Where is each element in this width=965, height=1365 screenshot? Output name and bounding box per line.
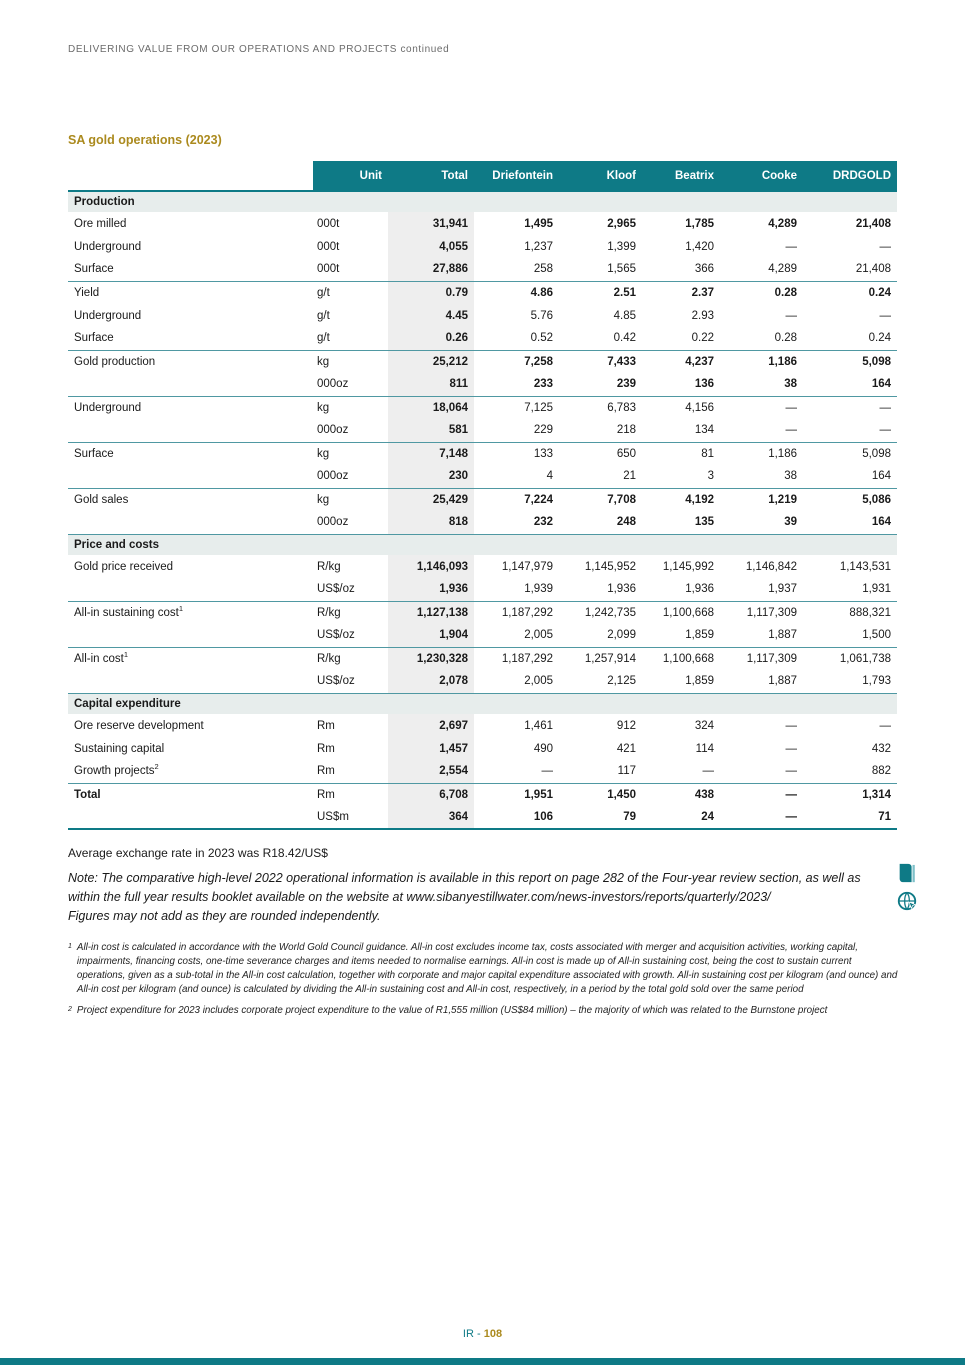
sa-gold-operations-table <box>68 161 897 830</box>
table-row <box>68 258 897 281</box>
table-row <box>68 442 897 465</box>
value-cell: 1,145,952 <box>584 560 636 573</box>
value-cell: — <box>879 424 891 437</box>
footer-prefix: IR - <box>462 1328 484 1340</box>
value-cell: 4,237 <box>642 350 720 373</box>
side-link-icons <box>896 862 918 912</box>
unit-cell: Rm <box>313 783 388 806</box>
row-label: All-in sustaining cost$^1$ <box>68 601 313 624</box>
table-row <box>68 760 897 783</box>
total-value-cell: 1,936 <box>388 578 474 601</box>
globe-web-icon[interactable] <box>896 890 918 912</box>
value-cell: 1,219 <box>720 488 803 511</box>
table-row <box>68 714 897 737</box>
value-cell: 0.52 <box>530 332 553 345</box>
value-cell: 1,186 <box>720 350 803 373</box>
table-row <box>68 511 897 534</box>
footnote-1-text: All-in cost is calculated in accordance with the World Gold Council guidance. All-in cost excludes income tax, costs associated with merger and acquisition activities, working capital, impairments, financing costs, one-time severance charges and items needed to normalise earnings. All-in cost is made up of All-in sustaining cost, being the cost to sustain current operations, given as a sub-total in the All-in cost calculation, together with corporate and major capital expenditure associated with growth. All-in sustaining cost per kilogram (and ounce) and All-in cost per kilogram (and ounce) is calculated by dividing the All-in sustaining cost and All-in cost, respectively, in a period by the total gold sold over the same period <box>76 942 898 995</box>
value-cell: 7,258 <box>474 350 559 373</box>
row-label: Gold price received <box>74 560 174 573</box>
value-cell: 114 <box>695 742 714 755</box>
total-value-cell: 0.26 <box>388 327 474 350</box>
value-cell: 1,565 <box>607 263 636 276</box>
value-cell: 1,937 <box>768 583 797 596</box>
unit-cell: US$m <box>317 811 349 823</box>
value-cell: 2,099 <box>607 629 636 642</box>
value-cell: 888,321 <box>803 601 897 624</box>
row-label <box>68 373 313 396</box>
row-label: Ore milled <box>74 217 127 230</box>
footer-page-number: 108 <box>483 1328 503 1340</box>
value-cell: — <box>879 309 891 322</box>
value-cell: 1,145,992 <box>662 560 714 573</box>
value-cell: 0.24 <box>868 332 891 345</box>
table-row <box>68 670 897 693</box>
value-cell: 1,936 <box>607 583 636 596</box>
value-cell: 432 <box>871 742 891 755</box>
value-cell: — <box>879 719 891 732</box>
row-label: All-in cost$^1$ <box>68 647 313 670</box>
table-row <box>68 465 897 488</box>
value-cell: 1,100,668 <box>642 647 720 670</box>
value-cell: 1,931 <box>862 583 891 596</box>
footnote-1-marker: 1 <box>68 943 72 951</box>
table-row <box>68 488 897 511</box>
row-label: Underground <box>74 240 142 253</box>
value-cell: 912 <box>616 719 636 732</box>
section-header-row <box>68 693 897 714</box>
value-cell: 4.85 <box>613 309 636 322</box>
table-row <box>68 350 897 373</box>
column-header-total: Total <box>388 161 474 191</box>
unit-cell: US$/oz <box>317 583 355 596</box>
value-cell: 2.51 <box>559 281 642 304</box>
value-cell: 24 <box>701 811 714 823</box>
comparative-note <box>68 869 884 925</box>
table-row <box>68 212 897 235</box>
section-title: Capital expenditure <box>68 693 897 714</box>
row-label <box>68 465 313 488</box>
row-label <box>68 670 313 693</box>
value-cell: 5.76 <box>530 309 553 322</box>
table-row <box>68 419 897 442</box>
value-cell: 1,314 <box>803 783 897 806</box>
unit-cell: US$/oz <box>317 629 355 642</box>
unit-cell: kg <box>313 396 388 419</box>
unit-cell: g/t <box>313 281 388 304</box>
row-label <box>68 624 313 647</box>
value-cell: 2,965 <box>607 217 636 230</box>
section-title: Price and costs <box>68 534 897 555</box>
value-cell: 1,147,979 <box>501 560 553 573</box>
value-cell: — <box>785 309 797 322</box>
table-row <box>68 327 897 350</box>
total-value-cell: 1,904 <box>388 624 474 647</box>
section-title: Production <box>68 191 897 212</box>
note-text-pre: Note: The comparative high-level 2022 operational information is available in this report on page 282 of the Four-year review section, as well as within the full year results booklet available on the website at <box>68 871 861 904</box>
total-value-cell: 2,554 <box>388 760 474 783</box>
value-cell: 1,061,738 <box>803 647 897 670</box>
row-label <box>68 511 313 534</box>
total-value-cell: 1,127,138 <box>388 601 474 624</box>
footnote-reference: 1 <box>178 603 183 613</box>
value-cell: 490 <box>533 742 553 755</box>
value-cell: 133 <box>474 442 559 465</box>
row-label <box>68 578 313 601</box>
unit-cell: Rm <box>317 765 335 778</box>
value-cell: 39 <box>784 516 797 529</box>
row-label: Total <box>68 783 313 806</box>
row-label: Surface <box>74 263 114 276</box>
value-cell: 21 <box>623 470 636 483</box>
value-cell: — <box>803 396 897 419</box>
value-cell: 6,783 <box>559 396 642 419</box>
value-cell: 1,143,531 <box>839 560 891 573</box>
row-label: Underground <box>74 309 142 322</box>
total-value-cell: 1,230,328 <box>388 647 474 670</box>
value-cell: 21,408 <box>855 263 891 276</box>
value-cell: 7,125 <box>474 396 559 419</box>
column-header-driefontein: Driefontein <box>474 161 559 191</box>
unit-cell: g/t <box>317 309 330 322</box>
table-header-row <box>68 161 897 191</box>
value-cell: 650 <box>559 442 642 465</box>
value-cell: 1,500 <box>862 629 891 642</box>
unit-cell: 000oz <box>317 424 349 437</box>
table-row <box>68 578 897 601</box>
unit-cell: 000oz <box>317 516 349 529</box>
value-cell: 1,186 <box>720 442 803 465</box>
unit-cell: kg <box>313 350 388 373</box>
bottom-accent-bar <box>0 1358 965 1365</box>
value-cell: 5,086 <box>803 488 897 511</box>
footnotes <box>68 941 898 1018</box>
value-cell: 1,936 <box>685 583 714 596</box>
value-cell: — <box>785 765 797 778</box>
value-cell: 3 <box>707 470 714 483</box>
table-row <box>68 601 897 624</box>
value-cell: 38 <box>784 378 797 391</box>
total-value-cell: 364 <box>388 806 474 829</box>
row-label: Yield <box>68 281 313 304</box>
value-cell: 233 <box>533 378 553 391</box>
value-cell: 248 <box>616 516 636 529</box>
value-cell: — <box>720 783 803 806</box>
report-booklet-icon[interactable] <box>896 862 918 884</box>
value-cell: 2,005 <box>524 629 553 642</box>
value-cell: 1,461 <box>524 719 553 732</box>
table-row <box>68 396 897 419</box>
column-header-cooke: Cooke <box>720 161 803 191</box>
value-cell: 1,495 <box>524 217 553 230</box>
value-cell: 0.28 <box>774 332 797 345</box>
value-cell: 2,005 <box>524 675 553 688</box>
row-label: Surface <box>68 442 313 465</box>
value-cell: 1,859 <box>685 675 714 688</box>
value-cell: 1,117,309 <box>720 601 803 624</box>
footnote-2 <box>68 1004 898 1018</box>
value-cell: 1,187,292 <box>474 601 559 624</box>
value-cell: 5,098 <box>803 442 897 465</box>
row-label: Surface <box>74 332 114 345</box>
value-cell: 0.42 <box>613 332 636 345</box>
unit-cell: kg <box>313 442 388 465</box>
footnote-2-marker: 2 <box>68 1005 72 1013</box>
table-row <box>68 783 897 806</box>
total-value-cell: 1,146,093 <box>388 555 474 578</box>
column-header-beatrix: Beatrix <box>642 161 720 191</box>
total-value-cell: 581 <box>388 419 474 442</box>
value-cell: 1,117,309 <box>720 647 803 670</box>
total-value-cell: 230 <box>388 465 474 488</box>
value-cell: 164 <box>871 516 891 529</box>
value-cell: — <box>785 811 797 823</box>
footnote-reference: 1 <box>123 649 129 659</box>
table-row <box>68 373 897 396</box>
value-cell: 4.86 <box>474 281 559 304</box>
value-cell: 2.93 <box>691 309 714 322</box>
total-value-cell: 4.45 <box>388 304 474 327</box>
value-cell: 0.24 <box>803 281 897 304</box>
row-label: Underground <box>68 396 313 419</box>
value-cell: 136 <box>694 378 714 391</box>
value-cell: 4,289 <box>768 217 797 230</box>
value-cell: 1,887 <box>768 675 797 688</box>
value-cell: 81 <box>642 442 720 465</box>
value-cell: 4,192 <box>642 488 720 511</box>
value-cell: — <box>702 765 714 778</box>
value-cell: 164 <box>871 470 891 483</box>
value-cell: 882 <box>871 765 891 778</box>
operations-table-body <box>68 191 897 829</box>
value-cell: 4,289 <box>768 263 797 276</box>
value-cell: — <box>785 424 797 437</box>
value-cell: 21,408 <box>855 217 891 230</box>
total-value-cell: 0.79 <box>388 281 474 304</box>
value-cell: 134 <box>694 424 714 437</box>
unit-cell: R/kg <box>313 601 388 624</box>
value-cell: — <box>879 240 891 253</box>
value-cell: 218 <box>616 424 636 437</box>
website-link[interactable]: www.sibanyestillwater.com/news-investors/reports/quarterly/2023/ <box>406 889 771 904</box>
table-row <box>68 304 897 327</box>
total-value-cell: 25,429 <box>388 488 474 511</box>
value-cell: 1,257,914 <box>559 647 642 670</box>
page-footer <box>0 1328 965 1340</box>
footnote-reference: 2 <box>154 762 159 772</box>
value-cell: 229 <box>533 424 553 437</box>
value-cell: 239 <box>616 378 636 391</box>
row-label: Gold sales <box>68 488 313 511</box>
section-header-row <box>68 534 897 555</box>
value-cell: 0.28 <box>720 281 803 304</box>
value-cell: — <box>785 240 797 253</box>
row-label: Growth projects$^2$ <box>74 762 159 778</box>
value-cell: 38 <box>784 470 797 483</box>
total-value-cell: 2,697 <box>388 714 474 737</box>
total-value-cell: 25,212 <box>388 350 474 373</box>
value-cell: 0.22 <box>691 332 714 345</box>
value-cell: 79 <box>623 811 636 823</box>
total-value-cell: 7,148 <box>388 442 474 465</box>
table-row <box>68 235 897 258</box>
table-row <box>68 647 897 670</box>
table-row <box>68 737 897 760</box>
value-cell: 1,187,292 <box>474 647 559 670</box>
value-cell: — <box>785 742 797 755</box>
unit-cell: R/kg <box>313 647 388 670</box>
value-cell: 2.37 <box>642 281 720 304</box>
note-text-post: Figures may not add as they are rounded independently. <box>68 908 381 923</box>
total-value-cell: 2,078 <box>388 670 474 693</box>
value-cell: 1,146,842 <box>745 560 797 573</box>
value-cell: — <box>720 396 803 419</box>
value-cell: 4,156 <box>642 396 720 419</box>
value-cell: 1,450 <box>559 783 642 806</box>
value-cell: 117 <box>617 765 636 778</box>
value-cell: 106 <box>533 811 553 823</box>
value-cell: 7,224 <box>474 488 559 511</box>
unit-cell: US$/oz <box>317 675 355 688</box>
page-title: SA gold operations (2023) <box>68 133 222 147</box>
value-cell: 258 <box>533 263 553 276</box>
header-label-spacer <box>68 161 313 191</box>
row-label: Ore reserve development <box>74 719 204 732</box>
unit-cell: 000t <box>317 263 340 276</box>
value-cell: 1,793 <box>862 675 891 688</box>
total-value-cell: 1,457 <box>388 737 474 760</box>
section-header-row <box>68 191 897 212</box>
column-header-kloof: Kloof <box>559 161 642 191</box>
table-row <box>68 806 897 829</box>
value-cell: 5,098 <box>803 350 897 373</box>
value-cell: 1,887 <box>768 629 797 642</box>
table-row <box>68 555 897 578</box>
total-value-cell: 811 <box>388 373 474 396</box>
table-row <box>68 281 897 304</box>
total-value-cell: 6,708 <box>388 783 474 806</box>
unit-cell: kg <box>313 488 388 511</box>
value-cell: 421 <box>616 742 636 755</box>
value-cell: 1,951 <box>474 783 559 806</box>
row-label: Gold production <box>68 350 313 373</box>
footnote-1 <box>68 941 898 997</box>
unit-cell: g/t <box>317 332 330 345</box>
unit-cell: 000oz <box>317 378 349 391</box>
total-value-cell: 18,064 <box>388 396 474 419</box>
column-header-drdgold: DRDGOLD <box>803 161 897 191</box>
value-cell: 1,100,668 <box>642 601 720 624</box>
total-value-cell: 4,055 <box>388 235 474 258</box>
unit-cell: Rm <box>317 742 335 755</box>
value-cell: 4 <box>546 470 553 483</box>
value-cell: 1,420 <box>685 240 714 253</box>
value-cell: 1,939 <box>524 583 553 596</box>
value-cell: 2,125 <box>607 675 636 688</box>
exchange-rate-note: Average exchange rate in 2023 was R18.42/US$ <box>68 846 328 860</box>
unit-cell: Rm <box>317 719 335 732</box>
value-cell: 71 <box>878 811 891 823</box>
unit-cell: 000t <box>317 217 340 230</box>
row-label <box>68 806 313 829</box>
value-cell: 324 <box>694 719 714 732</box>
value-cell: 1,242,735 <box>559 601 642 624</box>
running-header: DELIVERING VALUE FROM OUR OPERATIONS AND PROJECTS continued <box>68 44 450 55</box>
value-cell: 1,237 <box>524 240 553 253</box>
total-value-cell: 27,886 <box>388 258 474 281</box>
value-cell: 366 <box>694 263 714 276</box>
value-cell: 164 <box>871 378 891 391</box>
footnote-2-text: Project expenditure for 2023 includes corporate project expenditure to the value of R1,555 million (US$84 million) – the majority of which was related to the Burnstone project <box>76 1004 828 1016</box>
value-cell: 135 <box>694 516 714 529</box>
value-cell: — <box>785 719 797 732</box>
column-header-unit: Unit <box>313 161 388 191</box>
unit-cell: R/kg <box>317 560 341 573</box>
unit-cell: 000t <box>317 240 340 253</box>
value-cell: 7,708 <box>559 488 642 511</box>
total-value-cell: 31,941 <box>388 212 474 235</box>
row-label <box>68 419 313 442</box>
table-row <box>68 624 897 647</box>
value-cell: 1,399 <box>607 240 636 253</box>
row-label: Sustaining capital <box>74 742 165 755</box>
value-cell: 1,859 <box>685 629 714 642</box>
value-cell: 1,785 <box>685 217 714 230</box>
unit-cell: 000oz <box>317 470 349 483</box>
value-cell: 232 <box>533 516 553 529</box>
value-cell: 438 <box>642 783 720 806</box>
total-value-cell: 818 <box>388 511 474 534</box>
value-cell: 7,433 <box>559 350 642 373</box>
value-cell: — <box>541 765 553 778</box>
